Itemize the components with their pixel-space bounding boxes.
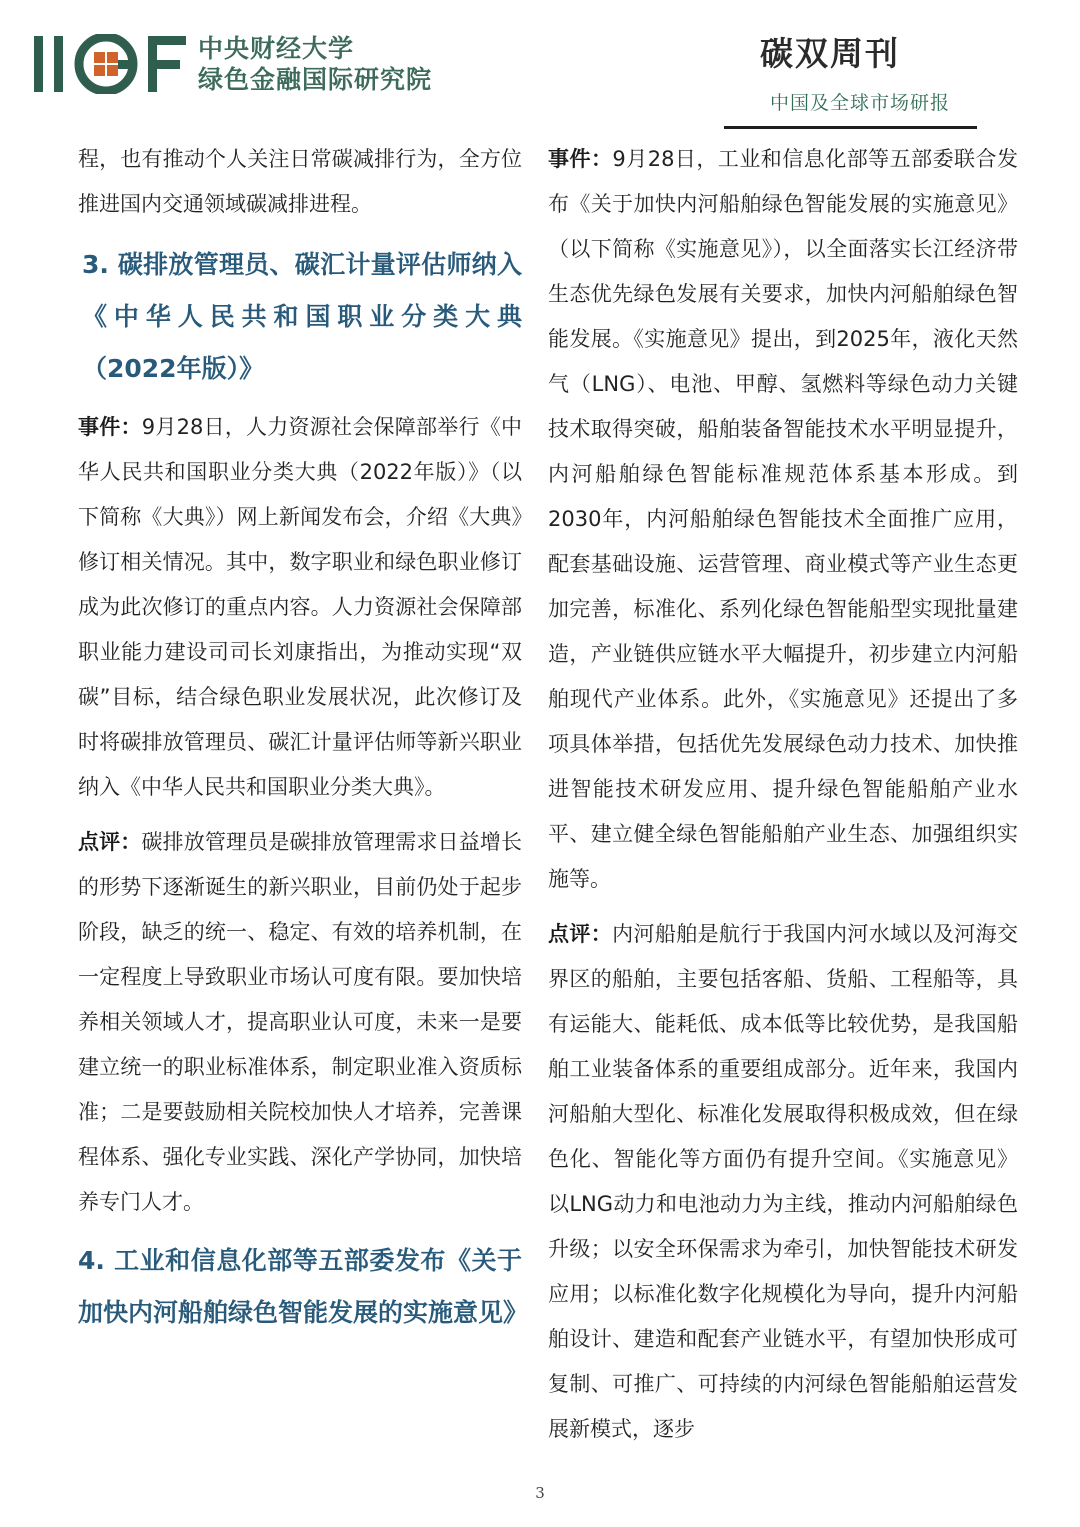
comment-text: 碳排放管理员是碳排放管理需求日益增长的形势下逐渐诞生的新兴职业，目前仍处于起步阶段，缺乏的统一、稳定、有效的培养机制，在一定程度上导致职业市场认可度有限。要加快培养相关领域人才，提高职业认可度，未来一是要建立统一的职业标准体系，制定职业准入资质标准；二是要鼓励相关院校加快人才培养，完善课程体系、强化专业实践、深化产学协同，加快培养专门人才。 <box>78 830 523 1214</box>
event-label: 事件： <box>78 415 142 439</box>
publication-subtitle: 中国及全球市场研报 <box>769 92 950 114</box>
continued-paragraph: 程，也有推动个人关注日常碳减排行为，全方位推进国内交通领域碳减排进程。 <box>78 147 522 216</box>
publication-title: 碳双周刊 <box>760 34 900 73</box>
iigf-logo-icon <box>34 34 194 94</box>
organization-name <box>198 33 432 95</box>
event-label: 事件： <box>548 147 613 171</box>
section-4-heading: 4. 工业和信息化部等五部委发布《关于加快内河船舶绿色智能发展的实施意见》 <box>78 1246 529 1327</box>
comment-text: 内河船舶是航行于我国内河水域以及河海交界区的船舶，主要包括客船、货船、工程船等，具有运能大、能耗低、成本低等比较优势，是我国船舶工业装备体系的重要组成部分。近年来，我国内河船舶大型化、标准化发展取得积极成效，但在绿色化、智能化等方面仍有提升空间。《实施意见》以LNG动力和电池动力为主线，推动内河船舶绿色升级；以安全环保需求为牵引，加快智能技术研发应用；以标准化数字化规模化为导向，提升内河船舶设计、建造和配套产业链水平，有望加快形成可复制、可推广、可持续的内河绿色智能船舶运营发展新模式，逐步 <box>548 922 1019 1441</box>
organization-name-line1: 中央财经大学 <box>198 34 355 63</box>
comment-paragraph <box>78 820 522 1225</box>
section-3-heading: 3. 碳排放管理员、碳汇计量评估师纳入《中华人民共和国职业分类大典（2022年版）》 <box>82 250 522 383</box>
right-column <box>548 137 1018 1462</box>
comment-label: 点评： <box>78 830 142 854</box>
event-paragraph <box>78 405 522 810</box>
left-column <box>78 137 529 1349</box>
event-text: 9月28日，工业和信息化部等五部委联合发布《关于加快内河船舶绿色智能发展的实施意见》（以下简称《实施意见》），以全面落实长江经济带生态优先绿色发展有关要求，加快内河船舶绿色智能发展。《实施意见》提出，到2025年，液化天然气（LNG）、电池、甲醇、氢燃料等绿色动力关键技术取得突破，船舶装备智能技术水平明显提升，内河船舶绿色智能标准规范体系基本形成。到2030年，内河船舶绿色智能技术全面推广应用，配套基础设施、运营管理、商业模式等产业生态更加完善，标准化、系列化绿色智能船型实现批量建造，产业链供应链水平大幅提升，初步建立内河船舶现代产业体系。此外，《实施意见》还提出了多项具体举措，包括优先发展绿色动力技术、加快推进智能技术研发应用、提升绿色智能船舶产业水平、建立健全绿色智能船舶产业生态、加强组织实施等。 <box>548 147 1018 891</box>
comment-label: 点评： <box>548 922 613 946</box>
header-divider <box>724 126 977 129</box>
organization-name-line2: 绿色金融国际研究院 <box>198 65 433 94</box>
event-paragraph <box>548 137 1018 902</box>
comment-paragraph <box>548 912 1018 1452</box>
page-number: 3 <box>535 1484 545 1502</box>
page-header <box>0 0 1080 135</box>
event-text: 9月28日，人力资源社会保障部举行《中华人民共和国职业分类大典（2022年版）》（以下简称《大典》）网上新闻发布会，介绍《大典》修订相关情况。其中，数字职业和绿色职业修订成为此次修订的重点内容。人力资源社会保障部职业能力建设司司长刘康指出，为推动实现“双碳”目标，结合绿色职业发展状况，此次修订及时将碳排放管理员、碳汇计量评估师等新兴职业纳入《中华人民共和国职业分类大典》。 <box>78 415 523 799</box>
